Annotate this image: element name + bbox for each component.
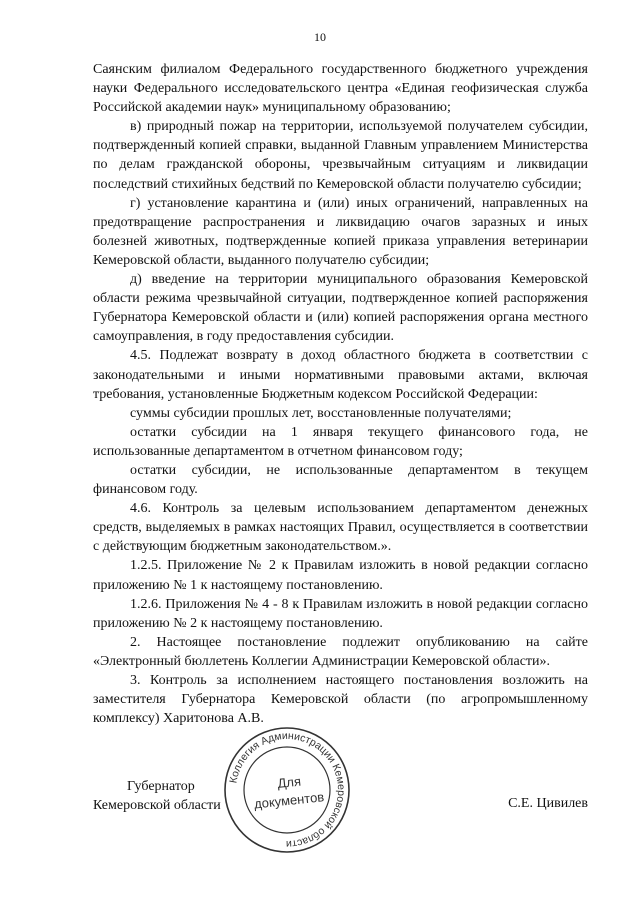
paragraph-item-d: д) введение на территории муниципального образования Кемеровской области режима чрезвычайной ситуации, подтвержденное копией распоряжения Губернатора Кемеровской области и (или) копией распоряжения органа местного самоуправления, в году предоставления субсидии. [93,272,588,345]
signatory-title [93,777,221,815]
signatory-title-line2: Кемеровской области [93,798,221,813]
paragraph-list-item: остатки субсидии, не использованные департаментом в текущем финансовом году. [93,462,588,498]
paragraph-list-item: остатки субсидии на 1 января текущего финансового года, не использованные департаментом в отчетном финансовом году; [93,424,588,459]
stamp-center-line2: документов [253,789,325,812]
paragraph-4-5: 4.5. Подлежат возврату в доход областного бюджета в соответствии с законодательными и иными нормативными правовыми актами, включая требования, установленные Бюджетным кодексом Российской Федерации: [93,348,588,402]
paragraph-continuation: Саянским филиалом Федерального государственного бюджетного учреждения науки Федерального исследовательского центра «Единая геофизическая служба Российской академии наук» муниципальному образованию; [93,62,588,116]
paragraph-1-2-6: 1.2.6. Приложения № 4 - 8 к Правилам изложить в новой редакции согласно приложению № 2 к настоящему постановлению. [93,596,588,631]
paragraph-3: 3. Контроль за исполнением настоящего постановления возложить на заместителя Губернатора Кемеровской области (по агропромышленному комплексу) Харитонова А.В. [93,673,588,727]
stamp-ring-text: Коллегия Администрации Кемеровской области [227,729,348,851]
paragraph-1-2-5: 1.2.5. Приложение № 2 к Правилам изложить в новой редакции согласно приложению № 1 к настоящему постановлению. [93,558,588,593]
document-body [93,60,588,728]
signatory-name: С.Е. Цивилев [508,796,588,811]
page-number: 10 [314,30,326,44]
paragraph-list-item: суммы субсидии прошлых лет, восстановленные получателями; [130,405,512,421]
paragraph-4-6: 4.6. Контроль за целевым использованием департаментом денежных средств, выделяемых в рамках настоящих Правил, осуществляется в соответствии с действующим бюджетным законодательством.». [93,501,588,555]
stamp-center-line1: Для [276,773,302,791]
official-stamp-icon [222,725,352,855]
paragraph-item-g: г) установление карантина и (или) иных ограничений, направленных на предотвращение распространения и ликвидацию очагов заразных и иных болезней животных, подтвержденные копией приказа управления ветеринарии Кемеровской области, выданного получателю субсидии; [93,195,588,268]
signature-block [0,725,640,851]
paragraph-item-v: в) природный пожар на территории, используемой получателем субсидии, подтвержденный копией справки, выданной Главным управлением Министерства по делам гражданской обороны, чрезвычайным ситуациям и ликвидации последствий стихийных бедствий по Кемеровской области получателю субсидии; [93,119,588,192]
paragraph-2: 2. Настоящее постановление подлежит опубликованию на сайте «Электронный бюллетень Коллегии Администрации Кемеровской области». [93,634,588,669]
signatory-title-line1: Губернатор [127,779,195,794]
